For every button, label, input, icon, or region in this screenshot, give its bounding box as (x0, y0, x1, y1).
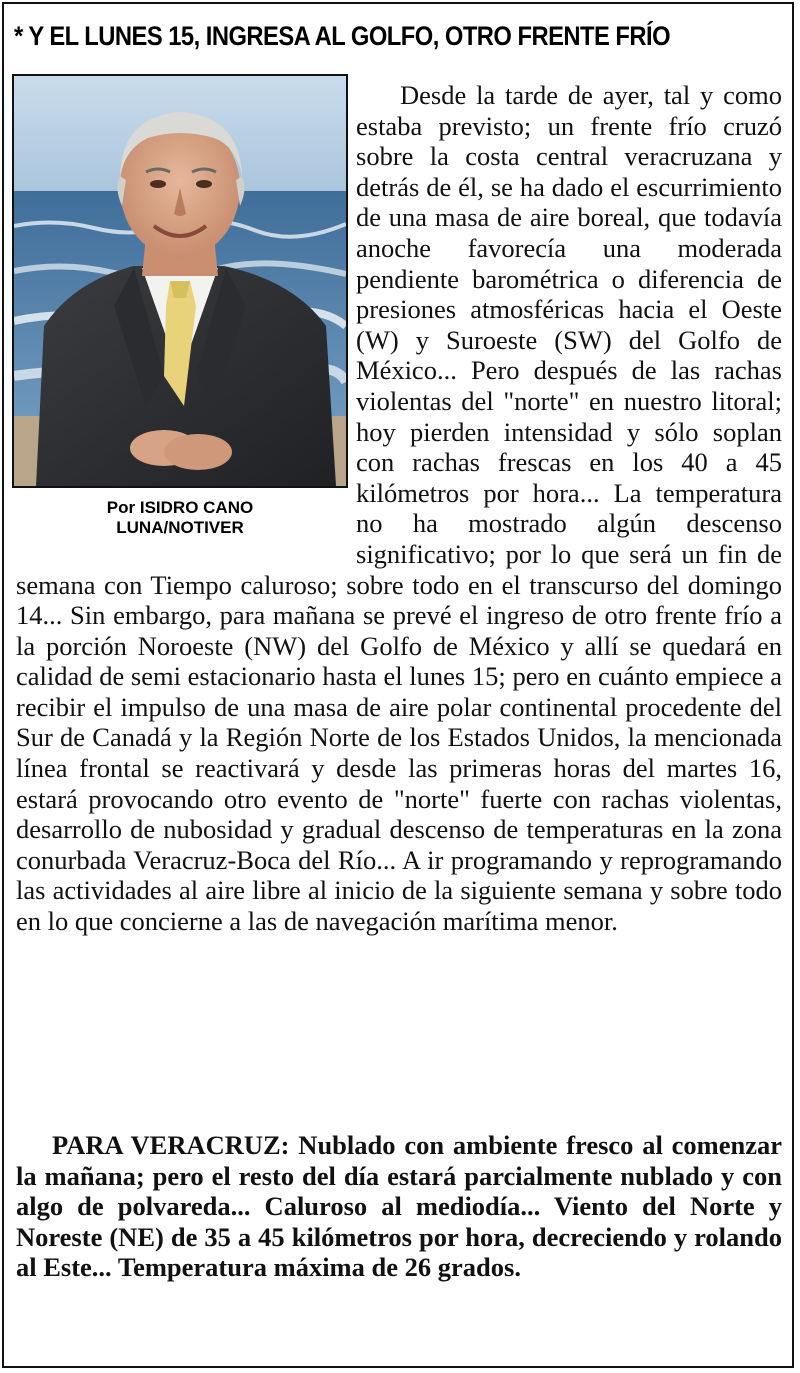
byline (12, 498, 348, 538)
forecast-text: PARA VERACRUZ: Nublado con ambiente fresco al comenzar la mañana; pero el resto del día estará parcialmente nublado y con algo de polvareda... Caluroso al mediodía... Viento del Norte y Noreste (NE) de 35 a 45 kilómetros por hora, decreciendo y rolando al Este... Temperatura máxima de 26 grados. (16, 1130, 782, 1283)
author-photo (12, 74, 348, 488)
article-text: Desde la tarde de ayer, tal y como estaba previsto; un frente frío cruzó sobre la costa central veracruzana y detrás de él, se ha dado el escurrimiento de una masa de aire boreal, que todavía anoche favorecía una moderada pendiente barométrica o diferencia de presiones atmosféricas hacia el Oeste (W) y Suroeste (SW) del Golfo de México... Pero después de las rachas violentas del "norte" en nuestro litoral; hoy pierden intensidad y sólo soplan con rachas frescas en los 40 a 45 kilómetros por hora... La temperatura no ha mostrado algún descenso significativo; por lo que será un fin de semana con Tiempo caluroso; sobre todo en el transcurso del domingo 14... Sin embargo, para mañana se prevé el ingreso de otro frente frío a la porción Noroeste (NW) del Golfo de México y allí se quedará en calidad de semi estacionario hasta el lunes 15; pero en cuánto empiece a recibir el impulso de una masa de aire polar continental procedente del Sur de Canadá y la Región Norte de los Estados Unidos, la mencionada línea frontal se reactivará y desde las primeras horas del martes 16, estará provocando otro evento de "norte" fuerte con rachas violentas, desarrollo de nubosidad y gradual descenso de temperaturas en la zona conurbada Veracruz-Boca del Río... A ir programando y reprogramando las actividades al aire libre al inicio de la siguiente semana y sobre todo en lo que concierne a las de navegación marítima menor. (16, 80, 782, 937)
byline-author: Por ISIDRO CANO (106, 498, 254, 517)
author-portrait-image (14, 76, 346, 486)
article-frame (2, 2, 794, 1368)
forecast-paragraph (16, 1130, 782, 1283)
byline-source: LUNA/NOTIVER (116, 518, 244, 537)
headline: * Y EL LUNES 15, INGRESA AL GOLFO, OTRO FRENTE FRÍO (14, 21, 671, 51)
